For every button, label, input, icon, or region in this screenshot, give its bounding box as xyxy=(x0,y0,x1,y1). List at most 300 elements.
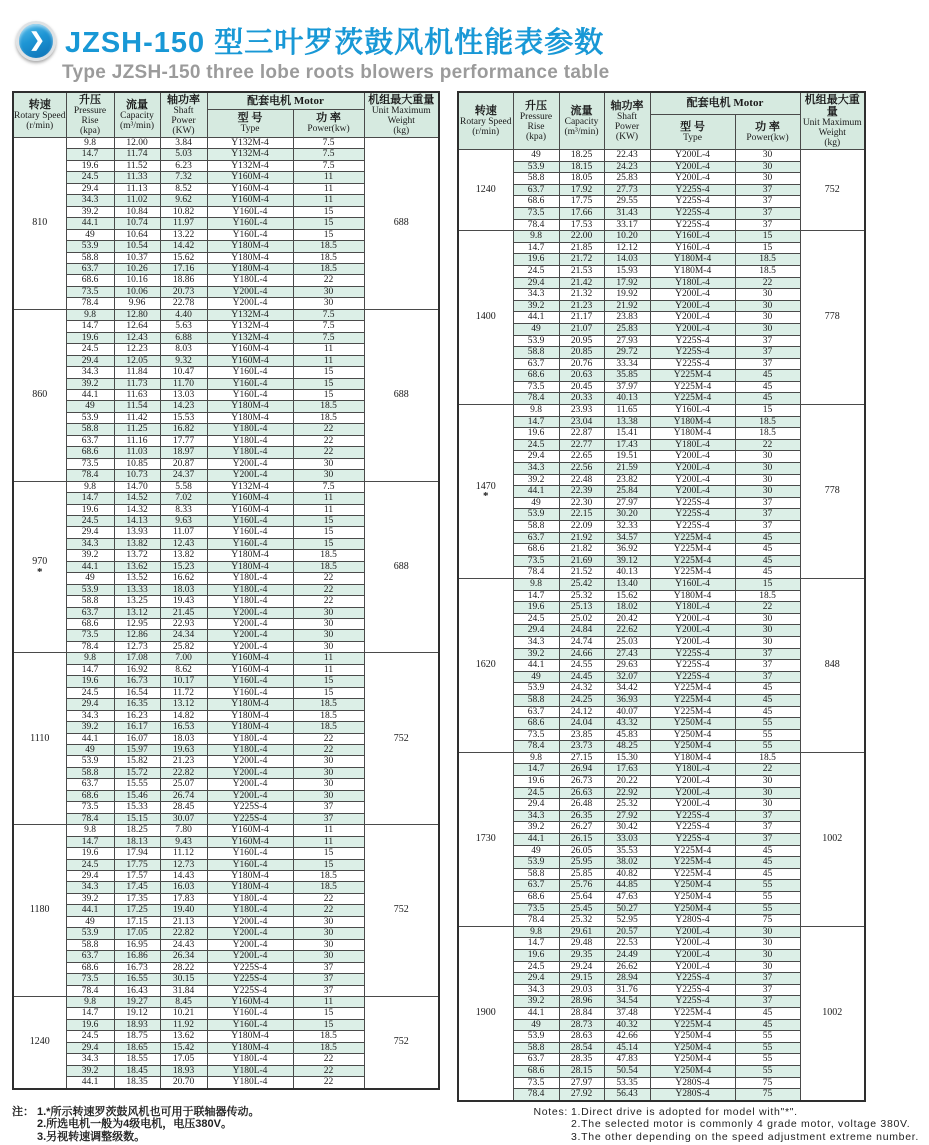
data-cell: 37 xyxy=(735,219,800,231)
data-cell: Y160L-4 xyxy=(207,538,293,549)
data-cell: Y132M-4 xyxy=(207,332,293,343)
data-cell: 26.63 xyxy=(559,787,604,799)
data-cell: 33.34 xyxy=(604,358,650,370)
data-cell: 12.64 xyxy=(114,321,160,332)
data-cell: 27.73 xyxy=(604,184,650,196)
data-cell: Y160M-4 xyxy=(207,355,293,366)
data-cell: 44.1 xyxy=(513,660,559,672)
data-cell: 37 xyxy=(735,671,800,683)
data-cell: 15 xyxy=(293,206,364,217)
page-subtitle: Type JZSH-150 three lobe roots blowers performance table xyxy=(62,62,610,83)
data-cell: 26.73 xyxy=(559,776,604,788)
data-cell: 20.87 xyxy=(160,458,207,469)
data-cell: Y250M-4 xyxy=(650,880,735,892)
data-cell: Y160M-4 xyxy=(207,344,293,355)
data-cell: Y180M-4 xyxy=(207,710,293,721)
data-cell: 11.54 xyxy=(114,401,160,412)
data-cell: Y250M-4 xyxy=(650,903,735,915)
data-cell: 26.27 xyxy=(559,822,604,834)
data-cell: 25.85 xyxy=(559,868,604,880)
data-cell: 18.5 xyxy=(293,1031,364,1042)
data-cell: 34.3 xyxy=(513,289,559,301)
data-cell: 11.42 xyxy=(114,412,160,423)
data-cell: 11.02 xyxy=(114,195,160,206)
data-cell: 49 xyxy=(513,845,559,857)
data-cell: 14.7 xyxy=(513,764,559,776)
data-cell: 23.83 xyxy=(604,312,650,324)
table-row xyxy=(458,926,865,938)
data-cell: 68.6 xyxy=(66,790,114,801)
data-cell: Y200L-4 xyxy=(207,470,293,481)
data-cell: Y225M-4 xyxy=(650,1019,735,1031)
data-cell: 30 xyxy=(293,607,364,618)
data-cell: 29.4 xyxy=(66,699,114,710)
data-cell: 22 xyxy=(735,764,800,776)
data-cell: 44.1 xyxy=(66,733,114,744)
data-cell: Y200L-4 xyxy=(207,928,293,939)
data-cell: 27.97 xyxy=(604,497,650,509)
data-cell: 9.8 xyxy=(513,231,559,243)
data-cell: 20.42 xyxy=(604,613,650,625)
data-cell: 73.5 xyxy=(513,1077,559,1089)
data-cell: 11 xyxy=(293,493,364,504)
data-cell: 29.72 xyxy=(604,347,650,359)
data-cell: 30 xyxy=(735,474,800,486)
data-cell: 78.4 xyxy=(513,741,559,753)
data-cell: 58.8 xyxy=(66,252,114,263)
data-cell: 22.92 xyxy=(604,787,650,799)
data-cell: Y200L-4 xyxy=(650,451,735,463)
data-cell: 19.51 xyxy=(604,451,650,463)
data-cell: 55 xyxy=(735,741,800,753)
data-cell: Y250M-4 xyxy=(650,741,735,753)
data-cell: 68.6 xyxy=(513,892,559,904)
data-cell: Y132M-4 xyxy=(207,149,293,160)
data-cell: 58.8 xyxy=(66,596,114,607)
data-cell: 33.17 xyxy=(604,219,650,231)
data-cell: 28.96 xyxy=(559,996,604,1008)
data-cell: 31.76 xyxy=(604,984,650,996)
data-cell: 29.15 xyxy=(559,973,604,985)
data-cell: 40.13 xyxy=(604,567,650,579)
data-cell: Y200L-4 xyxy=(650,613,735,625)
data-cell: 18.5 xyxy=(735,265,800,277)
data-cell: 39.2 xyxy=(66,893,114,904)
note-zh-3: 3.另视转速调整级数。 xyxy=(37,1130,146,1143)
data-cell: Y225M-4 xyxy=(650,694,735,706)
data-cell: 25.03 xyxy=(604,636,650,648)
data-cell: Y250M-4 xyxy=(650,718,735,730)
data-cell: 45 xyxy=(735,532,800,544)
data-cell: 18.55 xyxy=(114,1054,160,1065)
data-cell: Y180L-4 xyxy=(207,424,293,435)
data-cell: Y250M-4 xyxy=(650,1065,735,1077)
data-cell: 30 xyxy=(735,625,800,637)
unit-weight-cell: 778 xyxy=(800,231,865,405)
data-cell: Y225S-4 xyxy=(650,984,735,996)
data-cell: 45 xyxy=(735,845,800,857)
data-cell: Y225M-4 xyxy=(650,370,735,382)
data-cell: 45 xyxy=(735,544,800,556)
data-cell: 21.52 xyxy=(559,567,604,579)
header-pressure-rise: 升压 Pressure Rise (kpa) xyxy=(66,92,114,138)
data-cell: 30 xyxy=(735,636,800,648)
data-cell: 16.86 xyxy=(114,951,160,962)
data-cell: 26.35 xyxy=(559,810,604,822)
header-motor-type: 型 号 Type xyxy=(650,114,735,150)
data-cell: 19.92 xyxy=(604,289,650,301)
data-cell: Y200L-4 xyxy=(650,474,735,486)
data-cell: 13.52 xyxy=(114,573,160,584)
data-cell: 12.43 xyxy=(160,538,207,549)
data-cell: 29.24 xyxy=(559,961,604,973)
header-motor: 配套电机 Motor xyxy=(650,92,800,114)
data-cell: 23.04 xyxy=(559,416,604,428)
data-cell: 73.5 xyxy=(66,630,114,641)
data-cell: Y180L-4 xyxy=(207,745,293,756)
data-cell: 49 xyxy=(66,916,114,927)
data-cell: 45 xyxy=(735,868,800,880)
data-cell: 29.63 xyxy=(604,660,650,672)
data-cell: 4.40 xyxy=(160,309,207,320)
data-cell: 78.4 xyxy=(513,915,559,927)
data-cell: Y180L-4 xyxy=(207,1054,293,1065)
data-cell: 18.25 xyxy=(114,825,160,836)
data-cell: 75 xyxy=(735,1089,800,1101)
data-cell: 37 xyxy=(735,497,800,509)
data-cell: 7.5 xyxy=(293,149,364,160)
table-row xyxy=(13,138,439,149)
data-cell: 37 xyxy=(735,196,800,208)
data-cell: 27.93 xyxy=(604,335,650,347)
data-cell: 45 xyxy=(735,683,800,695)
data-cell: 16.82 xyxy=(160,424,207,435)
data-cell: 16.62 xyxy=(160,573,207,584)
data-cell: 19.6 xyxy=(66,160,114,171)
data-cell: 22.15 xyxy=(559,509,604,521)
data-cell: 24.34 xyxy=(160,630,207,641)
data-cell: 22 xyxy=(293,573,364,584)
data-cell: Y225S-4 xyxy=(207,962,293,973)
data-cell: Y225M-4 xyxy=(650,868,735,880)
data-cell: 29.48 xyxy=(559,938,604,950)
data-cell: Y225S-4 xyxy=(207,813,293,824)
data-cell: 14.7 xyxy=(513,938,559,950)
data-cell: 13.12 xyxy=(114,607,160,618)
data-cell: Y200L-4 xyxy=(650,312,735,324)
data-cell: 15.62 xyxy=(604,590,650,602)
data-cell: 14.32 xyxy=(114,504,160,515)
data-cell: 29.4 xyxy=(513,277,559,289)
data-cell: 18.5 xyxy=(293,412,364,423)
data-cell: 19.6 xyxy=(513,602,559,614)
data-cell: 15.53 xyxy=(160,412,207,423)
data-cell: 13.38 xyxy=(604,416,650,428)
data-cell: 11.25 xyxy=(114,424,160,435)
data-cell: 9.32 xyxy=(160,355,207,366)
data-cell: 9.8 xyxy=(513,752,559,764)
data-cell: 28.35 xyxy=(559,1054,604,1066)
data-cell: 14.7 xyxy=(513,416,559,428)
data-cell: 44.1 xyxy=(66,389,114,400)
data-cell: 21.82 xyxy=(559,544,604,556)
data-cell: 22.62 xyxy=(604,625,650,637)
data-cell: 45 xyxy=(735,694,800,706)
header-rotary-speed: 转速 Rotary Speed (r/min) xyxy=(458,92,513,150)
data-cell: 25.32 xyxy=(604,799,650,811)
data-cell: 24.37 xyxy=(160,470,207,481)
data-cell: 17.05 xyxy=(114,928,160,939)
data-cell: 18.5 xyxy=(293,882,364,893)
data-cell: 8.03 xyxy=(160,344,207,355)
data-cell: 63.7 xyxy=(513,880,559,892)
data-cell: 37 xyxy=(293,802,364,813)
data-cell: 16.73 xyxy=(114,676,160,687)
data-cell: 13.82 xyxy=(114,538,160,549)
data-cell: 22 xyxy=(293,893,364,904)
data-cell: Y132M-4 xyxy=(207,138,293,149)
data-cell: 45 xyxy=(735,1019,800,1031)
data-cell: 10.26 xyxy=(114,263,160,274)
data-cell: 17.05 xyxy=(160,1054,207,1065)
data-cell: 13.93 xyxy=(114,527,160,538)
data-cell: 15 xyxy=(293,538,364,549)
data-cell: 11.84 xyxy=(114,367,160,378)
data-cell: Y180M-4 xyxy=(207,722,293,733)
data-cell: Y200L-4 xyxy=(207,916,293,927)
data-cell: 15.97 xyxy=(114,745,160,756)
data-cell: 7.80 xyxy=(160,825,207,836)
data-cell: 55 xyxy=(735,892,800,904)
data-cell: Y180M-4 xyxy=(207,1042,293,1053)
data-cell: 26.74 xyxy=(160,790,207,801)
data-cell: 7.00 xyxy=(160,653,207,664)
data-cell: 22 xyxy=(293,447,364,458)
data-cell: 22 xyxy=(293,1077,364,1089)
data-cell: 53.9 xyxy=(513,509,559,521)
data-cell: Y200L-4 xyxy=(650,289,735,301)
data-cell: 29.4 xyxy=(66,355,114,366)
data-cell: 34.3 xyxy=(513,463,559,475)
data-cell: 8.52 xyxy=(160,183,207,194)
data-cell: 22.09 xyxy=(559,521,604,533)
data-cell: 18.13 xyxy=(114,836,160,847)
data-cell: 9.8 xyxy=(66,653,114,664)
table-row xyxy=(13,309,439,320)
data-cell: 30 xyxy=(735,173,800,185)
data-cell: 27.43 xyxy=(604,648,650,660)
data-cell: 15 xyxy=(735,242,800,254)
data-cell: 17.57 xyxy=(114,871,160,882)
data-cell: 37 xyxy=(735,810,800,822)
data-cell: 25.82 xyxy=(160,641,207,652)
data-cell: 20.63 xyxy=(559,370,604,382)
data-cell: Y200L-4 xyxy=(650,799,735,811)
data-cell: 30 xyxy=(735,776,800,788)
data-cell: 9.8 xyxy=(513,578,559,590)
data-cell: Y200L-4 xyxy=(207,619,293,630)
data-cell: 53.9 xyxy=(513,335,559,347)
data-cell: 27.92 xyxy=(604,810,650,822)
data-cell: 53.9 xyxy=(66,584,114,595)
data-cell: Y180M-4 xyxy=(650,752,735,764)
data-cell: 40.07 xyxy=(604,706,650,718)
data-cell: 12.73 xyxy=(160,859,207,870)
data-cell: 68.6 xyxy=(66,447,114,458)
data-cell: 15 xyxy=(293,367,364,378)
data-cell: 19.6 xyxy=(513,776,559,788)
data-cell: 30 xyxy=(735,312,800,324)
data-cell: 31.43 xyxy=(604,207,650,219)
data-cell: Y200L-4 xyxy=(207,286,293,297)
data-cell: 22 xyxy=(293,1065,364,1076)
data-cell: 18.5 xyxy=(293,871,364,882)
data-cell: Y160M-4 xyxy=(207,504,293,515)
data-cell: 36.93 xyxy=(604,694,650,706)
data-cell: 14.23 xyxy=(160,401,207,412)
data-cell: 9.8 xyxy=(66,138,114,149)
data-cell: 24.66 xyxy=(559,648,604,660)
table-row xyxy=(13,653,439,664)
notes-english xyxy=(533,1106,919,1144)
data-cell: 37 xyxy=(735,822,800,834)
data-cell: 39.2 xyxy=(513,300,559,312)
header-pressure-rise: 升压 Pressure Rise (kpa) xyxy=(513,92,559,150)
data-cell: 26.62 xyxy=(604,961,650,973)
data-cell: Y160L-4 xyxy=(650,578,735,590)
data-cell: 53.9 xyxy=(66,928,114,939)
data-cell: Y160L-4 xyxy=(207,676,293,687)
data-cell: Y200L-4 xyxy=(650,173,735,185)
data-cell: Y225S-4 xyxy=(650,996,735,1008)
data-cell: 25.07 xyxy=(160,779,207,790)
data-cell: 22.53 xyxy=(604,938,650,950)
data-cell: 29.4 xyxy=(66,183,114,194)
data-cell: 22.93 xyxy=(160,619,207,630)
data-cell: 32.33 xyxy=(604,521,650,533)
data-cell: 78.4 xyxy=(66,298,114,309)
data-cell: 17.45 xyxy=(114,882,160,893)
data-cell: Y180L-4 xyxy=(650,439,735,451)
data-cell: Y200L-4 xyxy=(650,776,735,788)
data-cell: 58.8 xyxy=(513,1042,559,1054)
data-cell: 58.8 xyxy=(66,767,114,778)
data-cell: 44.1 xyxy=(513,1007,559,1019)
data-cell: 16.03 xyxy=(160,882,207,893)
data-cell: Y180L-4 xyxy=(650,602,735,614)
data-cell: 19.27 xyxy=(114,996,160,1007)
data-cell: Y160L-4 xyxy=(650,231,735,243)
data-cell: 30 xyxy=(293,630,364,641)
data-cell: 24.5 xyxy=(66,344,114,355)
data-cell: 27.97 xyxy=(559,1077,604,1089)
data-cell: 21.69 xyxy=(559,555,604,567)
data-cell: 30 xyxy=(735,949,800,961)
data-cell: 30 xyxy=(293,767,364,778)
header-unit-weight: 机组最大重量 Unit Maximum Weight (kg) xyxy=(364,92,439,138)
data-cell: 20.85 xyxy=(559,347,604,359)
data-cell: 21.42 xyxy=(559,277,604,289)
note-en-2: 2.The selected motor is commonly 4 grade motor, voltage 380V. xyxy=(571,1118,911,1131)
data-cell: 11.70 xyxy=(160,378,207,389)
data-cell: 56.43 xyxy=(604,1089,650,1101)
data-cell: Y160L-4 xyxy=(207,848,293,859)
data-cell: 24.55 xyxy=(559,660,604,672)
data-cell: 47.83 xyxy=(604,1054,650,1066)
data-cell: 19.63 xyxy=(160,745,207,756)
data-cell: 19.43 xyxy=(160,596,207,607)
data-cell: 37 xyxy=(293,974,364,985)
data-cell: 20.70 xyxy=(160,1077,207,1089)
data-cell: 14.7 xyxy=(66,493,114,504)
data-cell: 25.83 xyxy=(604,323,650,335)
data-cell: Y280S-4 xyxy=(650,1089,735,1101)
data-cell: Y225S-4 xyxy=(650,973,735,985)
data-cell: 18.03 xyxy=(160,733,207,744)
data-cell: 44.1 xyxy=(513,486,559,498)
data-cell: 16.07 xyxy=(114,733,160,744)
data-cell: 22 xyxy=(293,733,364,744)
data-cell: 16.92 xyxy=(114,664,160,675)
data-cell: Y225M-4 xyxy=(650,1007,735,1019)
rotary-speed-cell: 970 * xyxy=(13,481,66,653)
data-cell: 18.5 xyxy=(293,710,364,721)
data-cell: 11.52 xyxy=(114,160,160,171)
performance-table-right xyxy=(457,91,866,1102)
data-cell: 24.5 xyxy=(513,265,559,277)
data-cell: 18.05 xyxy=(559,173,604,185)
unit-weight-cell: 752 xyxy=(364,653,439,825)
rotary-speed-cell: 810 xyxy=(13,138,66,310)
data-cell: 18.5 xyxy=(293,252,364,263)
data-cell: 15 xyxy=(293,389,364,400)
data-cell: 18.5 xyxy=(293,550,364,561)
data-cell: 37 xyxy=(735,996,800,1008)
data-cell: 28.45 xyxy=(160,802,207,813)
data-cell: Y225S-4 xyxy=(650,834,735,846)
rotary-speed-cell: 1180 xyxy=(13,825,66,997)
data-cell: 16.95 xyxy=(114,939,160,950)
data-cell: 15.33 xyxy=(114,802,160,813)
data-cell: 17.35 xyxy=(114,893,160,904)
data-cell: 34.57 xyxy=(604,532,650,544)
data-cell: 26.05 xyxy=(559,845,604,857)
data-cell: 25.84 xyxy=(604,486,650,498)
data-cell: 12.95 xyxy=(114,619,160,630)
data-cell: 10.21 xyxy=(160,1008,207,1019)
data-cell: Y200L-4 xyxy=(650,938,735,950)
data-cell: 17.92 xyxy=(559,184,604,196)
data-cell: 22 xyxy=(735,277,800,289)
data-cell: 11.97 xyxy=(160,218,207,229)
data-cell: 30 xyxy=(735,486,800,498)
data-cell: 7.5 xyxy=(293,138,364,149)
data-cell: Y180M-4 xyxy=(207,561,293,572)
data-cell: 30 xyxy=(293,298,364,309)
rotary-speed-cell: 1620 xyxy=(458,578,513,752)
data-cell: 16.35 xyxy=(114,699,160,710)
data-cell: 15 xyxy=(293,687,364,698)
data-cell: 15.30 xyxy=(604,752,650,764)
data-cell: Y180M-4 xyxy=(650,416,735,428)
data-cell: Y200L-4 xyxy=(207,790,293,801)
data-cell: 12.05 xyxy=(114,355,160,366)
data-cell: 37 xyxy=(293,985,364,996)
data-cell: 73.5 xyxy=(66,974,114,985)
data-cell: 63.7 xyxy=(66,263,114,274)
data-cell: 49 xyxy=(66,401,114,412)
data-cell: 22.48 xyxy=(559,474,604,486)
